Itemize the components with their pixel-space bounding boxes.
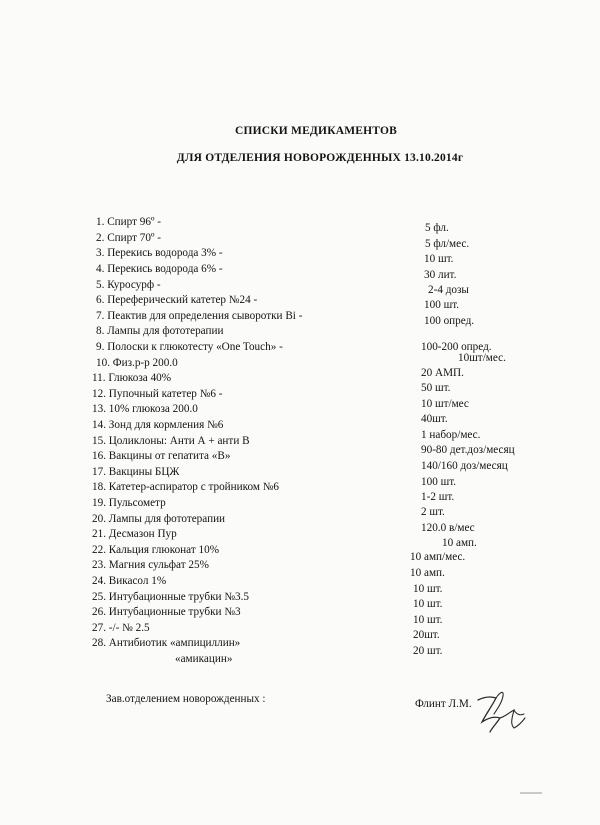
list-item: 6. Переферический катетер №24 - <box>96 294 258 306</box>
list-item: 12. Пупочный катетер №6 - <box>92 388 223 400</box>
quantity: 90-80 дет.доз/месяц <box>421 444 515 456</box>
list-item: 14. Зонд для кормления №6 <box>92 419 224 431</box>
list-item: 1. Спирт 96º - <box>96 216 161 228</box>
quantity: 120.0 в/мес <box>421 522 475 534</box>
quantity: 20 шт. <box>413 645 443 657</box>
document-subtitle: ДЛЯ ОТДЕЛЕНИЯ НОВОРОЖДЕННЫХ 13.10.2014г <box>176 152 464 164</box>
scan-artifact <box>520 792 542 794</box>
list-item: 24. Викасол 1% <box>92 575 167 587</box>
quantity: 40шт. <box>421 413 448 425</box>
list-item: 17. Вакцины БЦЖ <box>92 466 180 478</box>
list-item: 21. Десмазон Пур <box>92 528 177 540</box>
list-item: 18. Катетер-аспиратор с тройником №6 <box>92 481 280 493</box>
list-item: 8. Лампы для фототерапии <box>96 325 224 337</box>
quantity: 10 амп. <box>442 537 477 549</box>
quantity: 5 фл/мес. <box>425 238 470 250</box>
quantity: 50 шт. <box>421 382 451 394</box>
quantity: 2 шт. <box>421 506 445 518</box>
list-item: 16. Вакцины от гепатита «В» <box>92 450 231 462</box>
list-item: 25. Интубационные трубки №3.5 <box>92 591 250 603</box>
list-item: 11. Глюкоза 40% <box>92 372 172 384</box>
list-item: 7. Пеактив для определения сыворотки Bi - <box>96 310 303 322</box>
list-item: 28. Антибиотик «ампициллин» <box>92 637 241 649</box>
list-item: «амикацин» <box>175 653 233 665</box>
list-item: 9. Полоски к глюкотесту «One Touch» - <box>96 341 283 353</box>
quantity: 1-2 шт. <box>421 491 455 503</box>
list-item: 2. Спирт 70º - <box>96 232 161 244</box>
quantity: 140/160 доз/месяц <box>421 460 508 472</box>
quantity: 10 шт. <box>413 583 443 595</box>
quantity: 10 амп. <box>410 567 445 579</box>
quantity: 20 АМП. <box>421 367 464 379</box>
quantity: 5 фл. <box>425 222 449 234</box>
quantity: 1 набор/мес. <box>421 429 481 441</box>
quantity: 10 шт. <box>413 598 443 610</box>
quantity: 10 шт. <box>424 253 454 265</box>
handwritten-signature <box>470 688 530 738</box>
list-item: 3. Перекись водорода 3% - <box>96 247 223 259</box>
quantity: 10 амп/мес. <box>410 551 466 563</box>
quantity: 30 лит. <box>424 269 457 281</box>
document-title: СПИСКИ МЕДИКАМЕНТОВ <box>234 125 398 137</box>
list-item: 23. Магния сульфат 25% <box>92 559 209 571</box>
department-head-label: Зав.отделением новорожденных : <box>106 693 266 705</box>
quantity: 100 шт. <box>421 476 457 488</box>
quantity: 2-4 дозы <box>428 284 469 296</box>
quantity: 10шт/мес. <box>458 352 506 364</box>
list-item: 27. -/- № 2.5 <box>92 622 150 634</box>
quantity: 10 шт. <box>413 614 443 626</box>
list-item: 10. Физ.р-р 200.0 <box>96 357 178 369</box>
quantity: 100 шт. <box>424 299 460 311</box>
quantity: 10 шт/мес <box>421 398 469 410</box>
signatory-name: Флинт Л.М. <box>415 698 472 710</box>
list-item: 22. Кальция глюконат 10% <box>92 544 220 556</box>
list-item: 13. 10% глюкоза 200.0 <box>92 403 198 415</box>
list-item: 26. Интубационные трубки №3 <box>92 606 241 618</box>
list-item: 4. Перекись водорода 6% - <box>96 263 223 275</box>
quantity: 100-200 опред. <box>421 341 492 353</box>
list-item: 19. Пульсометр <box>92 497 166 509</box>
quantity: 100 опред. <box>424 315 475 327</box>
list-item: 15. Цоликлоны: Анти А + анти В <box>92 435 250 447</box>
list-item: 5. Куросурф - <box>96 279 161 291</box>
quantity: 20шт. <box>413 629 440 641</box>
list-item: 20. Лампы для фототерапии <box>92 513 226 525</box>
